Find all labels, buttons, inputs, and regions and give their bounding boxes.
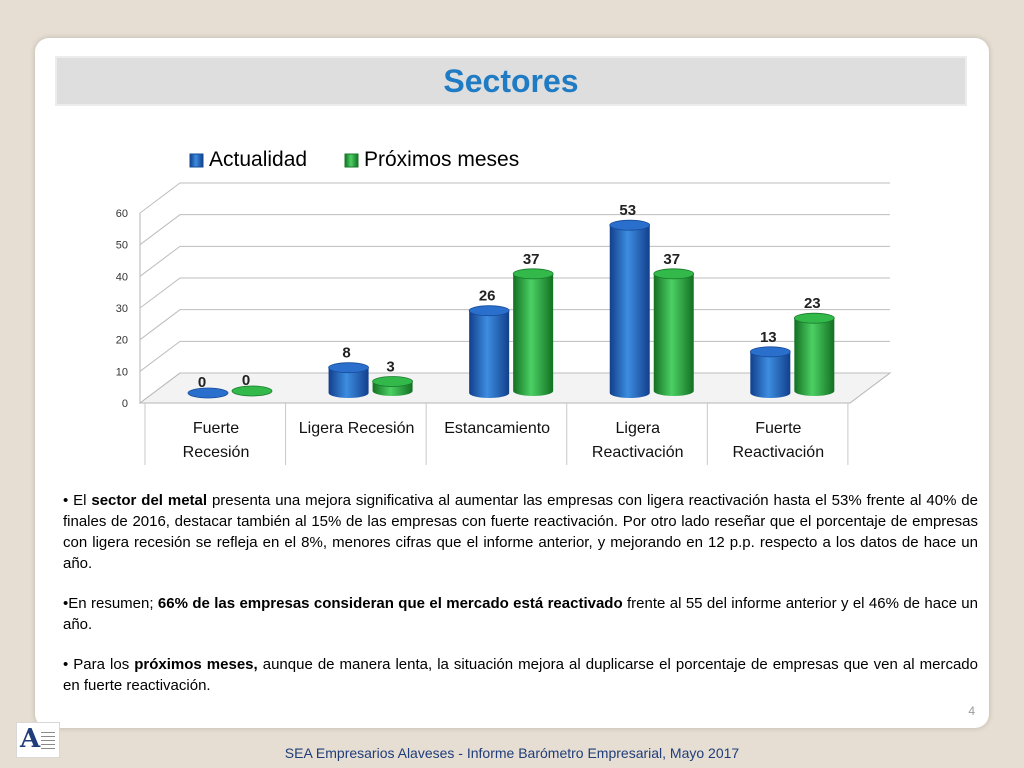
gridline: [140, 215, 890, 245]
category-label: Fuerte: [755, 420, 802, 437]
gridline: [140, 183, 890, 213]
bar-1-2: [513, 269, 553, 396]
bar-top: [654, 269, 694, 279]
y-tick-label: 20: [115, 334, 128, 347]
category-label: Estancamiento: [444, 420, 551, 437]
p2-lead: •En resumen;: [63, 595, 158, 612]
y-tick-label: 0: [121, 398, 128, 410]
data-label: 13: [759, 328, 777, 346]
bar-0-1: [329, 363, 369, 398]
bar-top: [513, 269, 553, 279]
y-tick-label: 10: [115, 366, 128, 379]
category-label: Ligera Recesión: [298, 420, 415, 437]
data-label: 37: [522, 250, 540, 268]
data-label: 53: [619, 202, 637, 220]
bar-1-1: [373, 377, 413, 397]
bar-0-0: [188, 388, 228, 398]
data-label: 0: [241, 372, 251, 389]
bar-body: [654, 274, 694, 396]
bar-top: [469, 306, 509, 316]
legend-swatch-1: [345, 154, 358, 167]
bar-body: [469, 311, 509, 398]
bar-0-4: [750, 347, 790, 398]
data-label: 8: [342, 344, 351, 362]
bar-1-0: [232, 386, 272, 396]
bar-body: [750, 352, 790, 398]
p3-lead: • Para los: [63, 656, 135, 673]
data-label: 3: [386, 358, 395, 376]
category-label: Reactivación: [591, 444, 684, 461]
paragraph-3: [63, 654, 978, 696]
category-label: Recesión: [182, 444, 250, 461]
bar-top: [232, 386, 272, 396]
category-label: Reactivación: [732, 444, 825, 461]
data-label: 37: [663, 250, 681, 268]
data-label: 26: [478, 287, 496, 305]
data-label: 0: [197, 374, 207, 391]
y-tick-label: 60: [115, 208, 128, 220]
paragraph-2: [63, 593, 978, 635]
bar-top: [794, 313, 834, 323]
slide-title: Sectores: [443, 62, 579, 99]
data-label: 23: [803, 295, 821, 313]
y-tick-label: 40: [115, 271, 128, 284]
p1-lead: • El: [63, 492, 92, 509]
p2-bold: 66% de las empresas consideran que el mercado está reactivado: [157, 595, 623, 612]
p3-rest: aunque de manera lenta, la situación mejora al duplicarse el porcentaje de empresas que ven al mercado en fuerte reactivación.: [63, 656, 978, 694]
bar-0-3: [610, 220, 650, 398]
paragraph-1: [63, 490, 978, 574]
bar-top: [750, 347, 790, 357]
legend-label-0: Actualidad: [209, 148, 308, 171]
bar-top: [610, 220, 650, 230]
p1-rest: presenta una mejora significativa al aumentar las empresas con ligera reactivación hasta el 53% frente al 40% de finales de 2016, destacar también al 15% de las empresas con fuerte reactivación. Por otro lado reseñar que el porcentaje de empresas con ligera recesión se refleja en el 8%, menores cifras que el informe anterior, y mejorando en 12 p.p. respecto a los datos de hace un año.: [63, 492, 978, 572]
bar-body: [610, 225, 650, 398]
bar-top: [329, 363, 369, 373]
y-tick-label: 30: [115, 303, 128, 315]
page-number: 4: [968, 704, 975, 718]
bar-1-3: [654, 269, 694, 396]
category-label: Fuerte: [192, 420, 240, 437]
category-label: Ligera: [615, 420, 660, 437]
legend-label-1: Próximos meses: [364, 148, 520, 171]
p2-rest: frente al 55 del informe anterior y el 46% de hace un año.: [63, 595, 978, 633]
bar-top: [373, 377, 413, 387]
logo-letter: A: [20, 724, 41, 754]
legend-swatch-0: [190, 154, 203, 167]
bar-top: [188, 388, 228, 398]
slide: [35, 38, 989, 728]
bar-0-2: [469, 306, 509, 398]
body-text: [63, 490, 978, 715]
y-tick-label: 50: [115, 239, 128, 252]
bar-chart: [100, 138, 900, 468]
p3-bold: próximos meses,: [134, 656, 258, 673]
bar-1-4: [794, 313, 834, 396]
p1-bold: sector del metal: [91, 492, 208, 509]
bar-body: [794, 318, 834, 396]
title-bar: [55, 56, 967, 106]
bar-body: [513, 274, 553, 396]
footer-text: SEA Empresarios Alaveses - Informe Barómetro Empresarial, Mayo 2017: [284, 745, 740, 761]
